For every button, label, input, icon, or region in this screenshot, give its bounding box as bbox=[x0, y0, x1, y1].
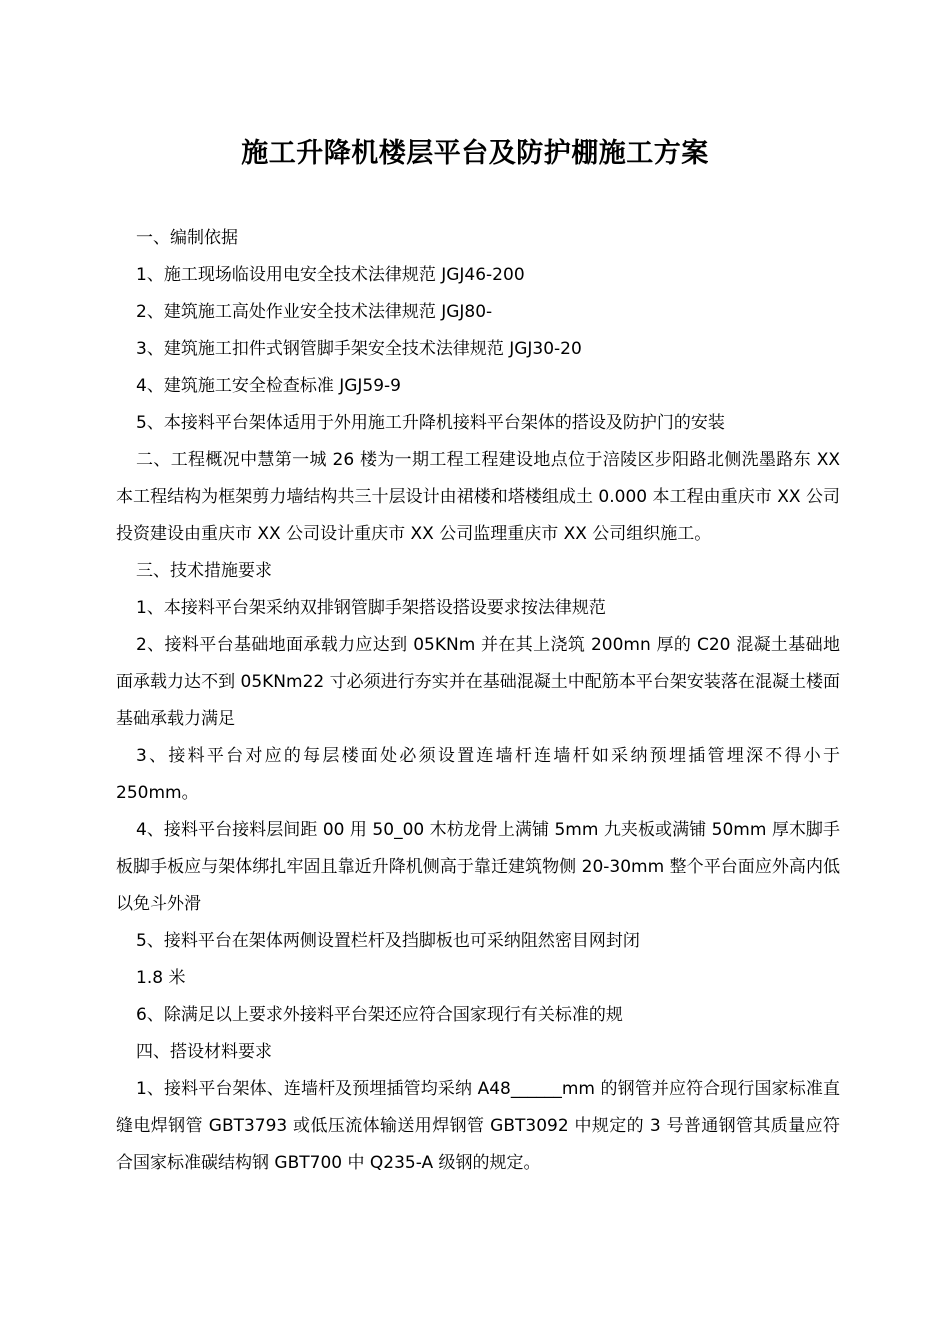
section-heading-materials: 四、搭设材料要求 bbox=[136, 1042, 272, 1062]
section-heading-basis: 一、编制依据 bbox=[136, 228, 238, 248]
technical-item-3: 3、接料平台对应的每层楼面处必须设置连墙杆连墙杆如采纳预埋插管埋深不得小于 250mm。 bbox=[116, 746, 840, 803]
technical-item-6: 6、除满足以上要求外接料平台架还应符合国家现行有关标准的规 bbox=[136, 1005, 623, 1025]
materials-item-1: 1、接料平台架体、连墙杆及预埋插管均采纳 A48______mm 的钢管并应符合现行国家标准直缝电焊钢管 GBT3793 或低压流体输送用焊钢管 GBT3092 中规定的 3 号普通钢管其质量应符合国家标准碳结构钢 GBT700 中 Q235-A 级钢的规定。 bbox=[116, 1079, 840, 1173]
technical-item-5: 5、接料平台在架体两侧设置栏杆及挡脚板也可采纳阻然密目网封闭 bbox=[136, 931, 640, 951]
basis-item-5: 5、本接料平台架体适用于外用施工升降机接料平台架体的搭设及防护门的安装 bbox=[136, 413, 725, 433]
section-heading-technical: 三、技术措施要求 bbox=[136, 561, 272, 581]
basis-item-3: 3、建筑施工扣件式钢管脚手架安全技术法律规范 JGJ30-20 bbox=[136, 339, 582, 359]
document-title: 施工升降机楼层平台及防护棚施工方案 bbox=[241, 138, 709, 169]
basis-item-4: 4、建筑施工安全检查标准 JGJ59-9 bbox=[136, 376, 402, 396]
technical-item-4: 4、接料平台接料层间距 00 用 50_00 木枋龙骨上满铺 5mm 九夹板或满铺 50mm 厚木脚手板脚手板应与架体绑扎牢固且靠近升降机侧高于靠迁建筑物侧 20-30mm 整个平台面应外高内低以免斗外滑 bbox=[116, 820, 840, 914]
technical-item-2: 2、接料平台基础地面承载力应达到 05KNm 并在其上浇筑 200mn 厚的 C20 混凝土基础地面承载力达不到 05KNm22 寸必须进行夯实并在基础混凝土中配筋本平台架安装落在混凝土楼面基础承载力满足 bbox=[116, 635, 840, 729]
technical-height-note: 1.8 米 bbox=[136, 968, 186, 988]
technical-item-1: 1、本接料平台架采纳双排钢管脚手架搭设搭设要求按法律规范 bbox=[136, 598, 606, 618]
document-body bbox=[116, 220, 840, 1182]
basis-item-2: 2、建筑施工高处作业安全技术法律规范 JGJ80- bbox=[136, 302, 493, 322]
project-overview-paragraph: 二、工程概况中慧第一城 26 楼为一期工程工程建设地点位于涪陵区步阳路北侧洗墨路东 XX 本工程结构为框架剪力墙结构共三十层设计由裙楼和塔楼组成土 0.000 本工程由重庆市 XX 公司投资建设由重庆市 XX 公司设计重庆市 XX 公司监理重庆市 XX 公司组织施工。 bbox=[116, 450, 840, 544]
basis-item-1: 1、施工现场临设用电安全技术法律规范 JGJ46-200 bbox=[136, 265, 525, 285]
